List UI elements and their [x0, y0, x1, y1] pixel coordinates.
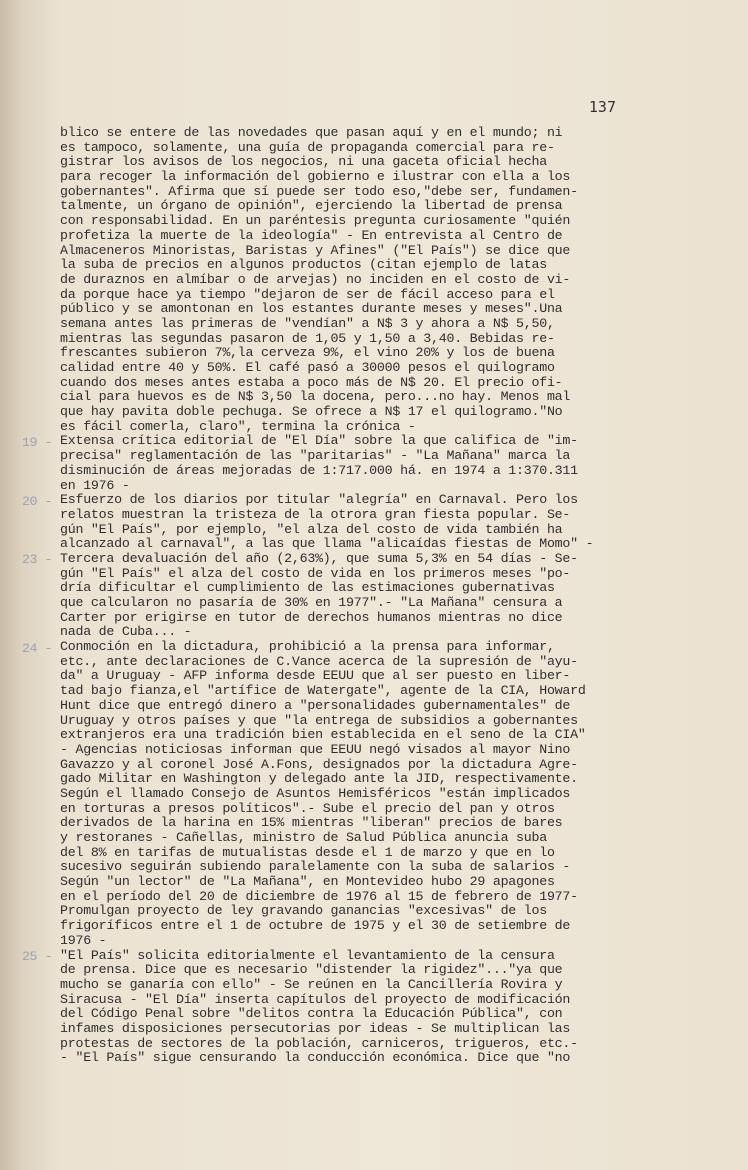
text-line: extranjeros era una tradición bien establecida en el seno de la CIA" [60, 727, 586, 743]
text-line: que calcularon no pasaría de 30% en 1977".- "La Mañana" censura a [60, 595, 563, 610]
text-line: Gavazzo y al coronel José A.Fons, designados por la dictadura Agre- [60, 756, 578, 772]
text-line: 1976 - [60, 932, 107, 948]
document-body [60, 126, 700, 1066]
text-line: nada de Cuba... - [60, 624, 192, 640]
dated-entry [60, 434, 700, 493]
entry-date: 24 - [22, 640, 52, 656]
text-line: para recoger la información del gobierno e ilustrar con ella a los [60, 169, 571, 185]
text-line: derivados de la harina en 15% mientras "liberan" precios de bares [60, 815, 563, 831]
text-line: Siracusa - "El Día" inserta capítulos del proyecto de modificación [60, 991, 571, 1007]
text-line: en el período del 20 de diciembre de 1976 al 15 de febrero de 1977- [60, 888, 578, 904]
text-line: cial para huevos es de N$ 3,50 la docena, pero...no hay. Menos mal [60, 389, 571, 405]
text-line: público y se amontonan en los estantes durante meses y meses".Una [60, 301, 563, 317]
text-line: Almaceneros Minoristas, Baristas y Afines" ("El País") se dice que [60, 242, 571, 258]
text-line: da porque hace ya tiempo "dejaron de ser de fácil acceso para el [60, 286, 555, 302]
text-line: Conmoción en la dictadura, prohibició a la prensa para informar, [60, 639, 555, 655]
text-line: frigoríficos entre el 1 de octubre de 1975 y el 30 de setiembre de [60, 918, 571, 934]
text-line: Extensa crítica editorial de "El Día" sobre la que califica de "im- [60, 433, 578, 449]
dated-entry [60, 949, 700, 1067]
text-line: de prensa. Dice que es necesario "distender la rigidez"..."ya que [60, 962, 563, 978]
entry-date: 20 - [22, 493, 52, 509]
text-line: profetiza la muerte de la ideología" - En entrevista al Centro de [60, 227, 563, 243]
text-line: disminución de áreas mejoradas de 1:717.000 há. en 1974 a 1:370.311 [60, 462, 578, 478]
text-line: mucho se ganaría con ello" - Se reúnen en la Cancillería Rovira y [60, 976, 563, 992]
text-line: - "El País" sigue censurando la conducción económica. Dice que "no [60, 1050, 571, 1066]
text-line: que hay pavita doble pechuga. Se ofrece a N$ 17 el quilogramo."No [60, 404, 563, 420]
text-line: gado Militar en Washington y delegado ante la JID, respectivamente. [60, 771, 578, 787]
text-line: "El País" solicita editorialmente el levantamiento de la censura [60, 947, 555, 963]
text-line: Promulgan proyecto de ley gravando ganancias "excesivas" de los [60, 903, 547, 919]
text-line: de duraznos en almíbar o de arvejas) no inciden en el costo de vi- [60, 271, 571, 287]
text-line: Según el llamado Consejo de Asuntos Hemisféricos "están implicados [60, 785, 571, 801]
text-line: semana antes las primeras de "vendían" a N$ 3 y ahora a N$ 5,50, [60, 315, 555, 331]
text-line: relatos muestran la tristeza de la otrora gran fiesta popular. Se- [60, 506, 571, 522]
text-line: gistrar los avisos de los negocios, ni una gaceta oficial hecha [60, 154, 547, 170]
entry-date: 25 - [22, 949, 52, 965]
text-line: precisa" reglamentación de las "paritarias" - "La Mañana" marca la [60, 448, 571, 464]
entry-date: 23 - [22, 552, 52, 568]
text-line: cuando dos meses antes estaba a poco más de N$ 20. El precio ofi- [60, 374, 563, 390]
text-line: etc., ante declaraciones de C.Vance acerca de la supresión de "ayu- [60, 653, 578, 669]
text-line: dría dificultar el cumplimiento de las estimaciones gubernativas [60, 580, 555, 596]
intro-paragraph [60, 126, 700, 434]
text-line: alcanzado al carnaval", a las que llama "alicaídas fiestas de Momo" - [60, 536, 594, 552]
text-line: es fácil comerla, claro", termina la crónica - [60, 418, 416, 434]
text-line: sucesivo seguirán subiendo paralelamente con la suba de salarios - [60, 859, 571, 875]
text-line: mientras las segundas pasaron de 1,05 y 1,50 a 3,40. Bebidas re- [60, 330, 555, 346]
text-line: blico se entere de las novedades que pasan aquí y en el mundo; ni [60, 125, 563, 140]
text-line: en 1976 - [60, 477, 130, 493]
text-line: tad bajo fianza,el "artífice de Watergate", agente de la CIA, Howard [60, 683, 586, 699]
dated-entry [60, 493, 700, 552]
text-line: talmente, un órgano de opinión", ejerciendo la libertad de prensa [60, 198, 563, 214]
text-line: en torturas a presos políticos".- Sube el precio del pan y otros [60, 800, 555, 816]
text-line: calidad entre 40 y 50%. El café pasó a 30000 pesos el quilogramo [60, 360, 555, 375]
text-line: Esfuerzo de los diarios por titular "alegría" en Carnaval. Pero los [60, 492, 578, 508]
text-line: la suba de precios en algunos productos (citan ejemplo de latas [60, 257, 547, 273]
text-line: con responsabilidad. En un paréntesis pregunta curiosamente "quién [60, 213, 571, 229]
dated-entries [60, 434, 700, 1066]
text-line: frescantes subieron 7%,la cerveza 9%, el vino 20% y los de buena [60, 345, 555, 361]
text-line: da" a Uruguay - AFP informa desde EEUU que al ser puesto en liber- [60, 668, 571, 684]
page-number: 137 [588, 98, 616, 116]
text-line: Tercera devaluación del año (2,63%), que suma 5,3% en 54 días - Se- [60, 550, 578, 566]
dated-entry [60, 640, 700, 948]
text-line: - Agencias noticiosas informan que EEUU negó visados al mayor Nino [60, 741, 571, 757]
text-line: del 8% en tarifas de mutualistas desde el 1 de marzo y que en lo [60, 844, 555, 860]
text-line: Carter por erigirse en tutor de derechos humanos mientras no dice [60, 609, 563, 625]
text-line: gún "El País" el alza del costo de vida en los primeros meses "po- [60, 565, 571, 581]
text-line: infames disposiciones persecutorias por ideas - Se multiplican las [60, 1020, 571, 1036]
text-line: del Código Penal sobre "delitos contra la Educación Pública", con [60, 1006, 563, 1022]
text-line: y restoranes - Cañellas, ministro de Salud Pública anuncia suba [60, 830, 547, 845]
text-line: gobernantes". Afirma que sí puede ser todo eso,"debe ser, fundamen- [60, 183, 578, 199]
text-line: Hunt dice que entregó dinero a "personalidades gubernamentales" de [60, 697, 571, 713]
text-line: protestas de sectores de la población, carniceros, trigueros, etc.- [60, 1035, 578, 1051]
entry-date: 19 - [22, 434, 52, 450]
dated-entry [60, 552, 700, 640]
text-line: Uruguay y otros países y que "la entrega de subsidios a gobernantes [60, 712, 578, 728]
text-line: gún "El País", por ejemplo, "el alza del costo de vida también ha [60, 521, 563, 537]
text-line: Según "un lector" de "La Mañana", en Montevideo hubo 29 apagones [60, 874, 555, 890]
text-line: es tampoco, solamente, una guía de propaganda comercial para re- [60, 139, 555, 155]
